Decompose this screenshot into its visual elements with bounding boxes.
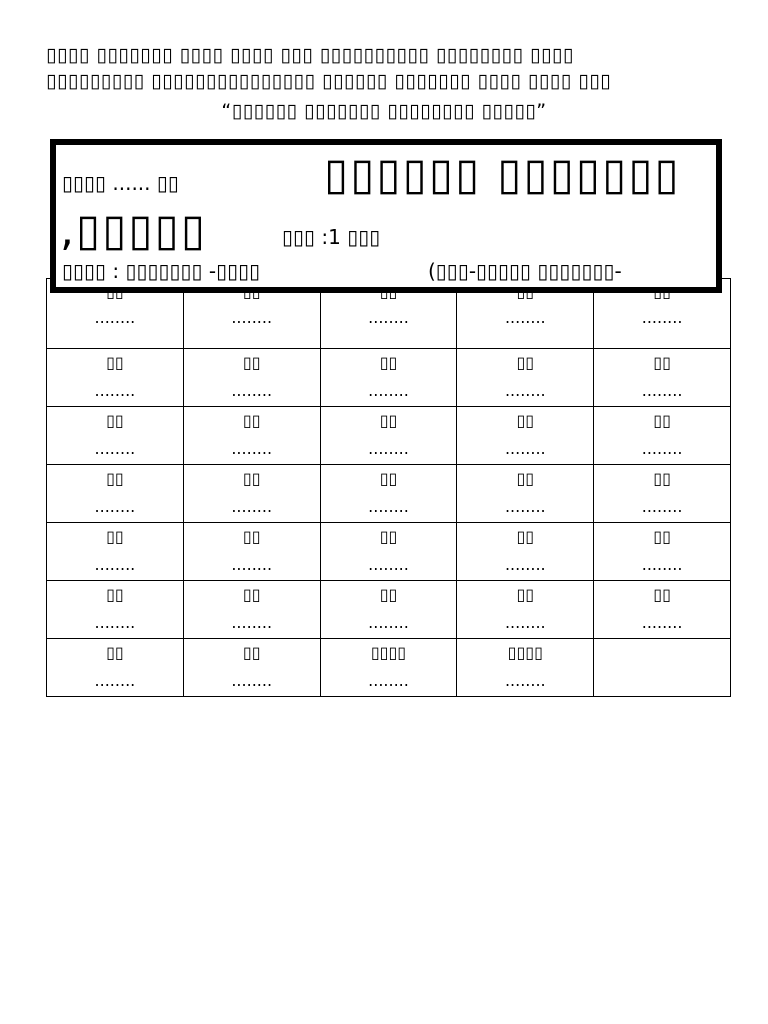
cell-label: ▯▯ <box>379 527 398 546</box>
cell-label: ▯▯ <box>516 585 535 604</box>
table-row <box>47 581 731 639</box>
answer-blank: ........ <box>504 671 546 690</box>
table-cell <box>183 523 320 581</box>
answer-blank: ........ <box>94 613 136 632</box>
answer-blank: ........ <box>94 555 136 574</box>
answer-blank: ........ <box>368 671 409 690</box>
answer-blank: ........ <box>368 555 409 574</box>
answer-blank: ........ <box>94 497 136 516</box>
intro-line: ▯▯▯▯ ▯▯▯▯▯▯▯ ▯▯▯▯ ▯▯▯▯ ▯▯▯ ▯▯▯▯▯▯▯▯▯▯ ▯▯▯▯▯▯▯▯ ▯▯▯▯ <box>46 44 574 66</box>
time-label: ▯▯▯ :1 ▯▯▯ <box>282 225 381 249</box>
cell-label: ▯▯ <box>106 585 124 604</box>
document-title-continued: ,▯▯▯▯▯ <box>60 205 208 256</box>
answer-blank: ........ <box>504 555 546 574</box>
answer-blank: ........ <box>94 439 136 458</box>
answer-grid <box>46 278 731 697</box>
answer-blank: ........ <box>231 555 273 574</box>
answer-blank: ........ <box>231 439 273 458</box>
table-cell <box>183 407 320 465</box>
table-cell <box>320 581 457 639</box>
table-row <box>47 523 731 581</box>
answer-blank: ........ <box>231 671 273 690</box>
cell-label: ▯▯▯▯ <box>370 643 407 662</box>
answer-blank: ........ <box>231 381 273 400</box>
table-cell <box>594 349 731 407</box>
title-frame <box>50 139 722 293</box>
cell-label: ▯▯ <box>242 469 261 488</box>
table-row <box>47 407 731 465</box>
answer-blank: ........ <box>641 381 683 400</box>
answer-blank: ........ <box>368 497 409 516</box>
intro-paragraph <box>46 42 736 94</box>
cell-label: ▯▯ <box>242 411 261 430</box>
answer-blank: ........ <box>94 381 136 400</box>
answer-blank: ........ <box>641 439 683 458</box>
answer-blank: ........ <box>368 308 409 327</box>
intro-line: ▯▯▯▯▯▯▯▯▯ ▯▯▯▯▯▯▯▯▯▯▯▯▯▯▯ ▯▯▯▯▯▯ ▯▯▯▯▯▯▯ ▯▯▯▯ ▯▯▯▯ ▯▯▯ <box>46 70 612 92</box>
cell-label: ▯▯ <box>516 469 535 488</box>
cell-label: ▯▯▯▯ <box>507 643 543 662</box>
answer-blank: ........ <box>94 308 136 327</box>
answer-blank: ........ <box>94 671 136 690</box>
answer-blank: ........ <box>368 381 409 400</box>
cell-label: ▯▯ <box>653 585 671 604</box>
table-cell <box>320 465 457 523</box>
table-cell <box>457 639 594 697</box>
answer-blank: ........ <box>368 439 409 458</box>
quote-line: “▯▯▯▯▯▯ ▯▯▯▯▯▯▯ ▯▯▯▯▯▯▯▯ ▯▯▯▯▯” <box>221 100 547 122</box>
answer-blank: ........ <box>641 613 683 632</box>
cell-label: ▯▯ <box>379 353 398 372</box>
cell-label: ▯▯ <box>516 411 535 430</box>
cell-label: ▯▯ <box>653 469 671 488</box>
table-cell <box>594 523 731 581</box>
table-row <box>47 349 731 407</box>
table-cell <box>594 581 731 639</box>
table-cell <box>457 407 594 465</box>
answer-blank: ........ <box>641 555 683 574</box>
table-cell <box>47 465 184 523</box>
cell-label: ▯▯ <box>106 643 124 662</box>
cell-label: ▯▯ <box>106 469 124 488</box>
table-cell <box>183 581 320 639</box>
table-cell <box>183 349 320 407</box>
cell-label: ▯▯ <box>242 527 261 546</box>
answer-blank: ........ <box>231 497 273 516</box>
answer-blank: ........ <box>504 308 546 327</box>
answer-blank: ........ <box>504 497 546 516</box>
table-cell <box>183 639 320 697</box>
cell-label: ▯▯ <box>242 353 261 372</box>
table-cell <box>47 639 184 697</box>
table-cell <box>320 523 457 581</box>
answer-blank: ........ <box>641 497 683 516</box>
cell-label: ▯▯ <box>106 353 124 372</box>
document-title: ▯▯▯▯▯▯ ▯▯▯▯▯▯▯ <box>324 149 681 200</box>
cell-label: ▯▯ <box>242 643 261 662</box>
table-cell <box>594 407 731 465</box>
table-row <box>47 639 731 697</box>
answer-blank: ........ <box>504 439 546 458</box>
table-cell <box>183 465 320 523</box>
answer-blank: ........ <box>231 613 273 632</box>
table-cell <box>47 523 184 581</box>
table-cell <box>320 407 457 465</box>
table-cell <box>47 581 184 639</box>
cell-label: ▯▯ <box>379 411 398 430</box>
cell-label: ▯▯ <box>106 527 124 546</box>
answer-blank: ........ <box>504 381 546 400</box>
cell-label: ▯▯ <box>653 353 671 372</box>
subject-label: ▯▯▯▯ : ▯▯▯▯▯▯▯ -▯▯▯▯ <box>62 259 261 283</box>
date-label: ▯▯▯▯ ...... ▯▯ <box>62 171 179 195</box>
cell-label: ▯▯ <box>379 585 398 604</box>
cell-label: ▯▯ <box>516 353 535 372</box>
table-cell <box>457 581 594 639</box>
cell-label: ▯▯ <box>653 411 671 430</box>
table-cell <box>457 349 594 407</box>
answer-blank: ........ <box>368 613 409 632</box>
cell-label: ▯▯ <box>516 527 535 546</box>
answer-blank: ........ <box>641 308 683 327</box>
table-cell <box>594 465 731 523</box>
cell-label: ▯▯ <box>242 585 261 604</box>
table-cell <box>47 407 184 465</box>
answer-blank: ........ <box>231 308 273 327</box>
note-label: (▯▯▯-▯▯▯▯▯ ▯▯▯▯▯▯▯- <box>428 259 622 283</box>
table-cell <box>457 523 594 581</box>
cell-label: ▯▯ <box>653 527 671 546</box>
table-cell <box>457 465 594 523</box>
table-row <box>47 465 731 523</box>
table-cell <box>594 639 731 697</box>
table-cell <box>320 639 457 697</box>
table-cell <box>320 349 457 407</box>
cell-label: ▯▯ <box>379 469 398 488</box>
answer-blank: ........ <box>504 613 546 632</box>
cell-label: ▯▯ <box>106 411 124 430</box>
table-cell <box>47 349 184 407</box>
